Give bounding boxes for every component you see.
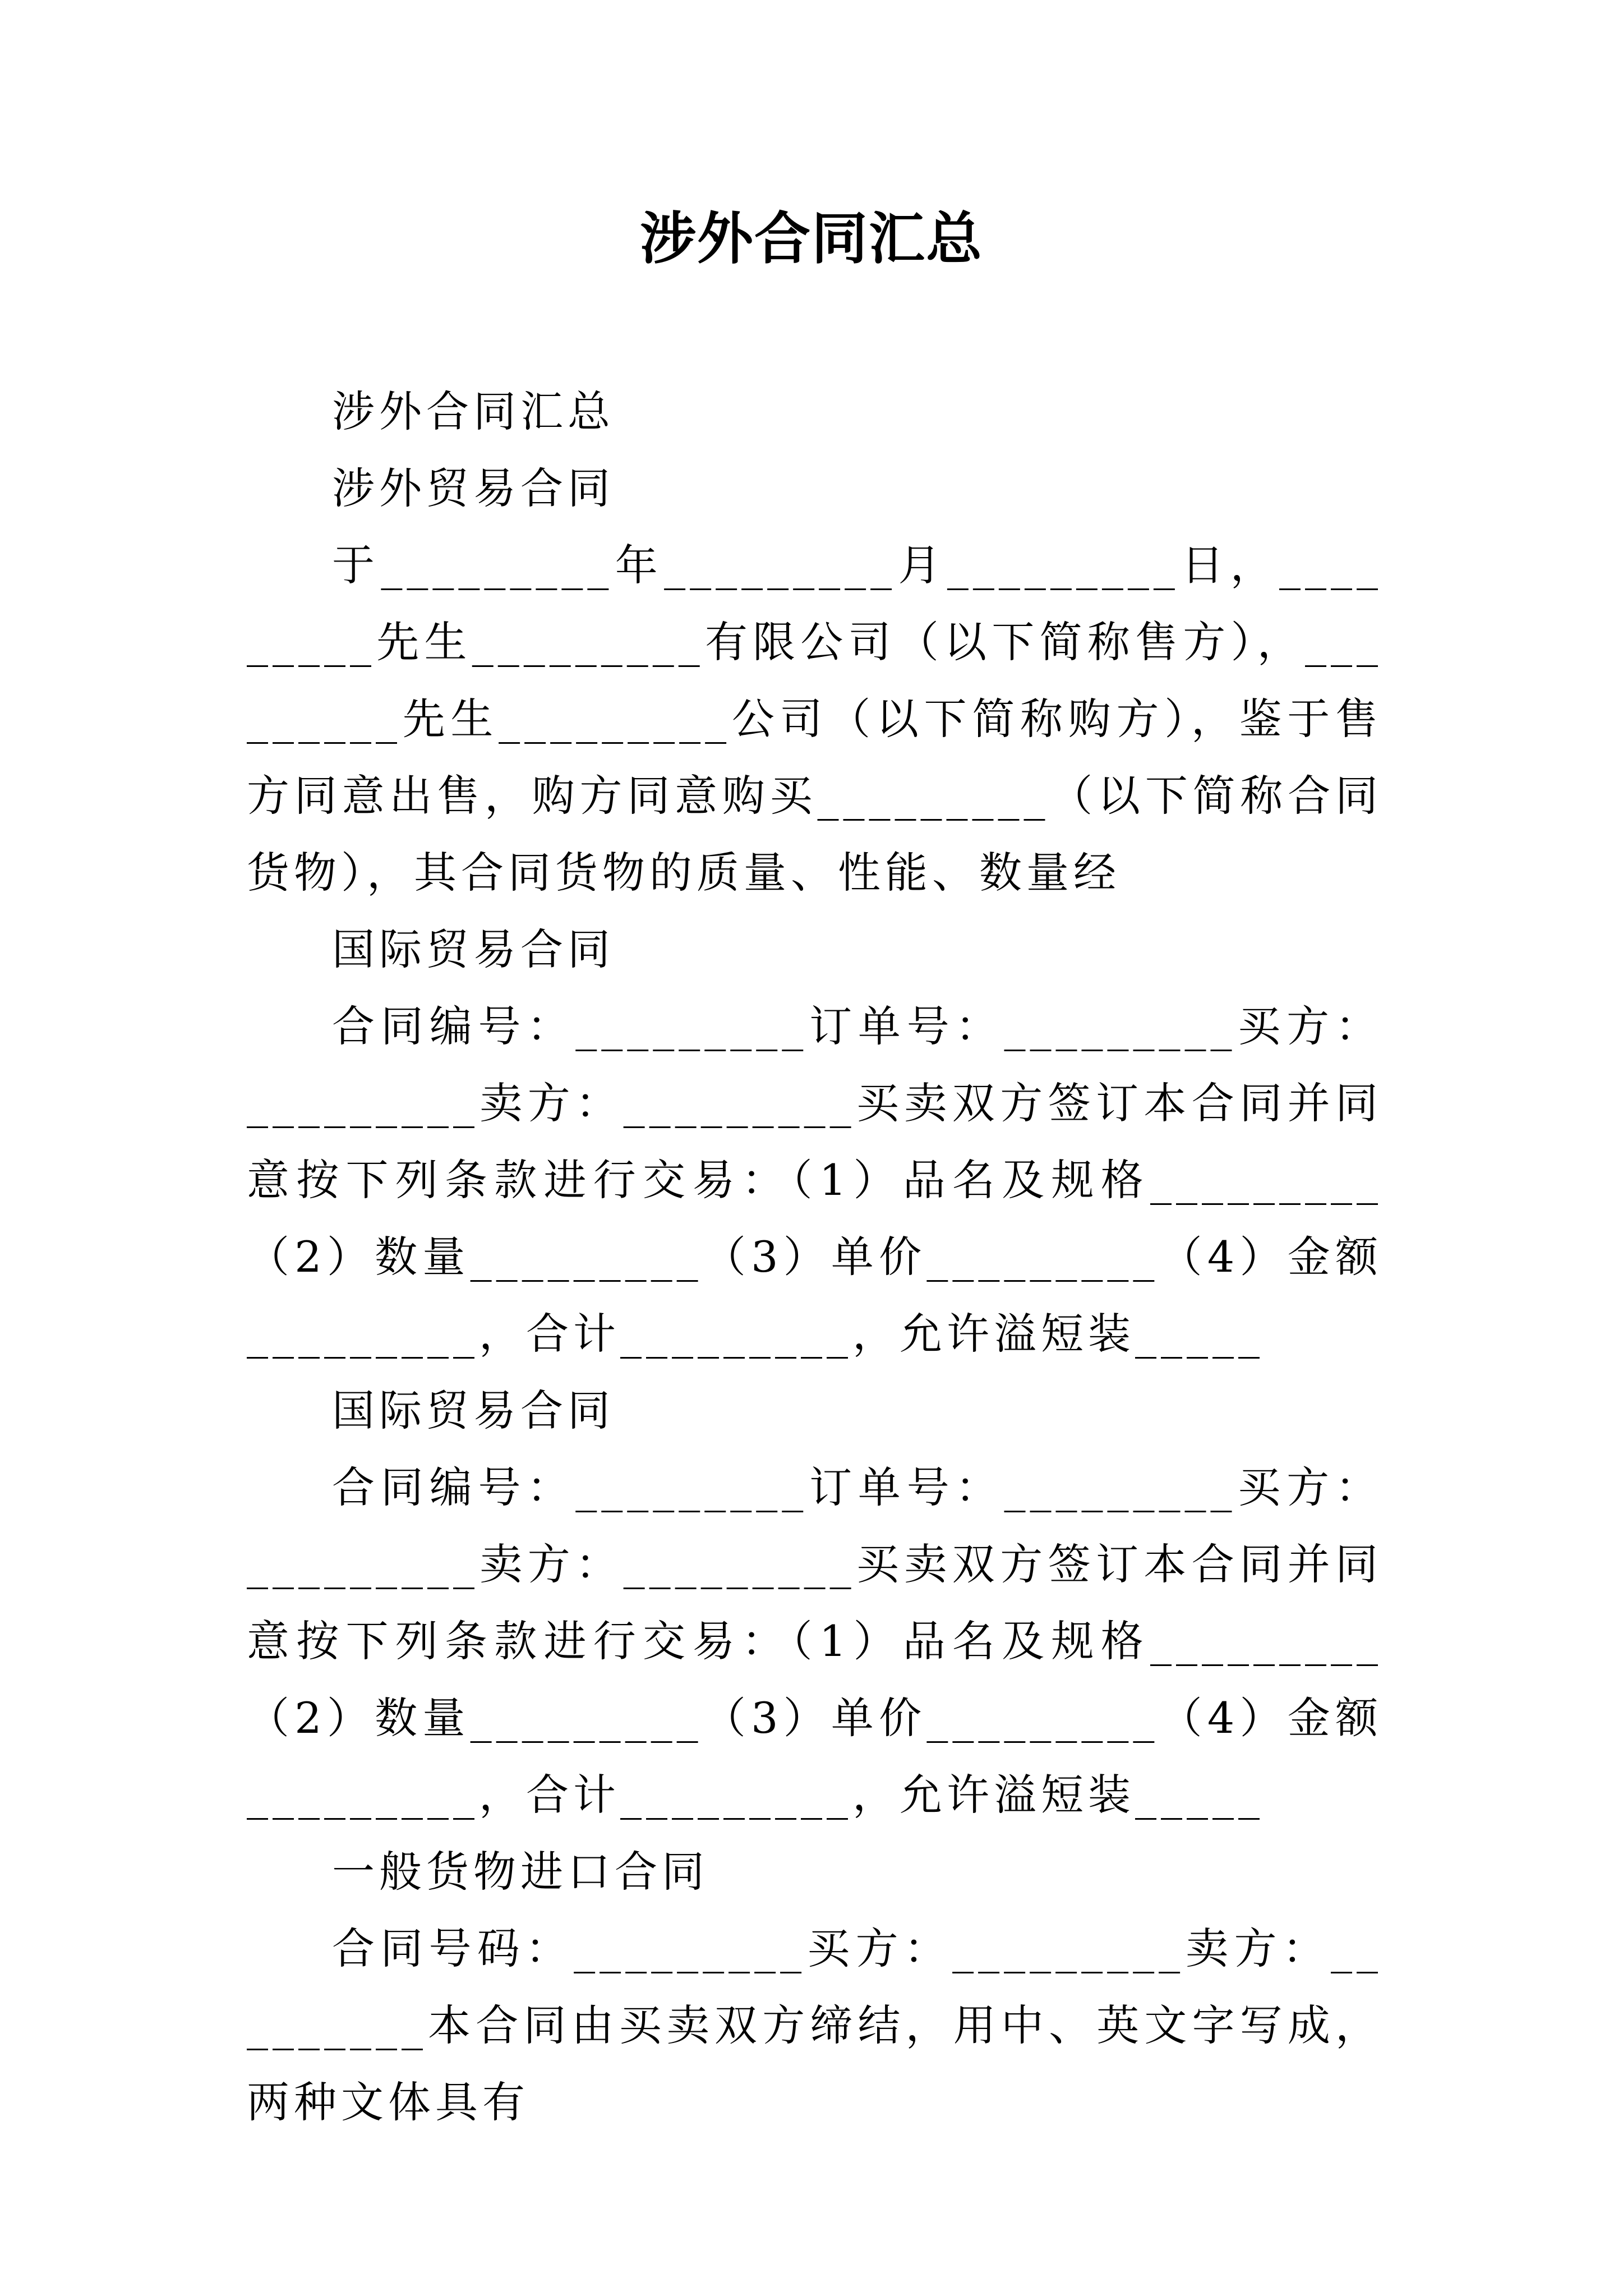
paragraph-text: 于_________年_________月_________日，_________先生_________有限公司（以下简称售方），_________先生_________公司（以下简称购方），鉴于售方同意出售，购方同意购买_________（以下简称合同货物），其合同货物的质量、性能、数量经	[247, 540, 1382, 898]
paragraph-text: 合同编号：_________订单号：_________买方：_________卖方：_________买卖双方签订本合同并同意按下列条款进行交易：（1）品名及规格_________（2）数量_________（3）单价_________（4）金额_________，合计_________，允许溢短装_____	[247, 1462, 1382, 1820]
paragraph-heading: 涉外合同汇总	[332, 386, 615, 436]
paragraph-text: 合同号码：_________买方：_________卖方：_________本合同由买卖双方缔结，用中、英文字写成，两种文体具有	[247, 1924, 1382, 2127]
paragraph-section-title: 涉外贸易合同	[332, 463, 615, 513]
document-title: 涉外合同汇总	[640, 205, 983, 272]
paragraph-section-title: 一般货物进口合同	[332, 1847, 709, 1897]
paragraph-section-title: 国际贸易合同	[332, 1386, 615, 1435]
document-body	[247, 373, 1382, 2141]
paragraph-section-title: 国际贸易合同	[332, 924, 615, 974]
paragraph-text: 合同编号：_________订单号：_________买方：_________卖方：_________买卖双方签订本合同并同意按下列条款进行交易：（1）品名及规格_________（2）数量_________（3）单价_________（4）金额_________，合计_________，允许溢短装_____	[247, 1001, 1382, 1359]
